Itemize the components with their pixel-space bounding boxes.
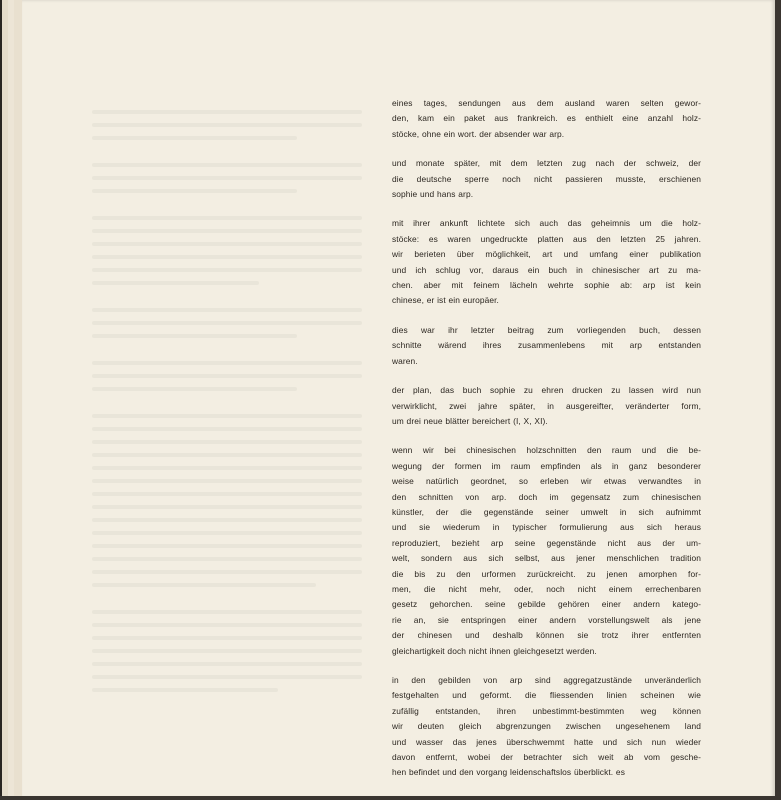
- text-line: wenn wir bei chinesischen holzschnitten den raum und die be-: [392, 445, 701, 456]
- text-line: gesetz gehorchen. seine gebilde gehören einer andern katego-: [392, 599, 701, 610]
- text-line: mit ihrer ankunft lichtete sich auch das geheimnis um die holz-: [392, 218, 701, 229]
- text-line: chen. aber mit feinem lächeln wehrte sophie ab: arp ist kein: [392, 280, 701, 291]
- text-line: weise natürlich geordnet, so erleben wir etwas verwandtes in: [392, 476, 701, 487]
- text-line: davon entfernt, wobei der betrachter sich weit ab vom gesche-: [392, 752, 701, 763]
- text-line: und sie wiederum in typischer formulierung aus sich heraus: [392, 522, 701, 533]
- body-text: [392, 96, 701, 795]
- text-line: festgehalten und geformt. die fliessenden linien scheinen wie: [392, 690, 701, 701]
- text-line: die bis zu den urformen zurückreicht. zu jenen amorphen for-: [392, 568, 701, 579]
- text-line: wir berieten über möglichkeit, art und umfang einer publikation: [392, 249, 701, 260]
- text-line: rie an, sie entspringen einer andern vorstellungswelt als jene: [392, 614, 701, 625]
- text-line: stöcke, ohne ein wort. der absender war arp.: [392, 128, 565, 139]
- paragraph: [392, 323, 701, 369]
- text-line: schnitte wärend ihres zusammenlebens mit arp entstanden: [392, 340, 701, 351]
- text-line: in den gebilden von arp sind aggregatzustände unveränderlich: [392, 675, 701, 685]
- paragraph: [392, 216, 701, 308]
- bleed-through-text: [92, 110, 362, 701]
- text-line: sophie und hans arp.: [392, 189, 474, 200]
- paragraph: [392, 156, 701, 202]
- text-line: men, die nicht mehr, oder, noch nicht einem errechenbaren: [392, 583, 701, 594]
- text-line: stöcke: es waren ungedruckte platten aus den letzten 25 jahren.: [392, 233, 701, 244]
- text-line: die deutsche sperre noch nicht passieren musste, erschienen: [392, 173, 701, 184]
- bottom-edge: [0, 796, 781, 800]
- text-line: hen befindet und den vorgang leidenschaftslos überblickt. es: [392, 767, 625, 778]
- text-line: der plan, das buch sophie zu ehren drucken zu lassen wird nun: [392, 385, 701, 396]
- text-line: und monate später, mit dem letzten zug nach der schweiz, der: [392, 158, 701, 169]
- text-line: waren.: [392, 355, 418, 366]
- text-line: wegung der formen im raum empfinden als in ganz besonderer: [392, 460, 701, 471]
- text-line: und ich schlug vor, daraus ein buch in chinesischer art zu ma-: [392, 264, 701, 275]
- text-line: gleichartigkeit doch nicht ihnen gleichgesetzt werden.: [392, 645, 597, 656]
- text-line: wir deuten gleich abgrenzungen zwischen ungesehenem land: [392, 721, 701, 732]
- text-line: verwirklicht, zwei jahre später, in ausgereifter, veränderter form,: [392, 400, 701, 411]
- paragraph: [392, 673, 701, 781]
- text-line: welt, sondern aus sich selbst, aus jener menschlichen tradition: [392, 553, 701, 564]
- text-line: um drei neue blätter bereichert (I, X, XI).: [392, 415, 548, 426]
- text-line: eines tages, sendungen aus dem ausland waren selten gewor-: [392, 98, 701, 108]
- text-line: der chinesen und deshalb können sie trotz ihrer entfernten: [392, 630, 701, 641]
- text-line: reproduziert, bezieht arp seine gegenstände nicht aus der um-: [392, 537, 701, 548]
- text-line: den schnitten von arp. doch im gegensatz zum chinesischen: [392, 491, 701, 502]
- paragraph: [392, 383, 701, 429]
- text-line: und wasser das jenes überschwemmt hatte und sich nun wieder: [392, 736, 701, 747]
- paragraph: [392, 96, 701, 142]
- text-line: zufällig entstanden, ihren unbestimmt-bestimmten weg können: [392, 705, 701, 716]
- text-line: chinese, er ist ein europäer.: [392, 295, 499, 306]
- text-line: den, kam ein paket aus frankreich. es enthielt eine anzahl holz-: [392, 113, 701, 124]
- text-line: künstler, der die gegenstände seiner umwelt in sich aufnimmt: [392, 506, 701, 517]
- text-line: dies war ihr letzter beitrag zum vorliegenden buch, dessen: [392, 324, 701, 335]
- paragraph: [392, 443, 701, 659]
- binding-edge: [775, 0, 781, 800]
